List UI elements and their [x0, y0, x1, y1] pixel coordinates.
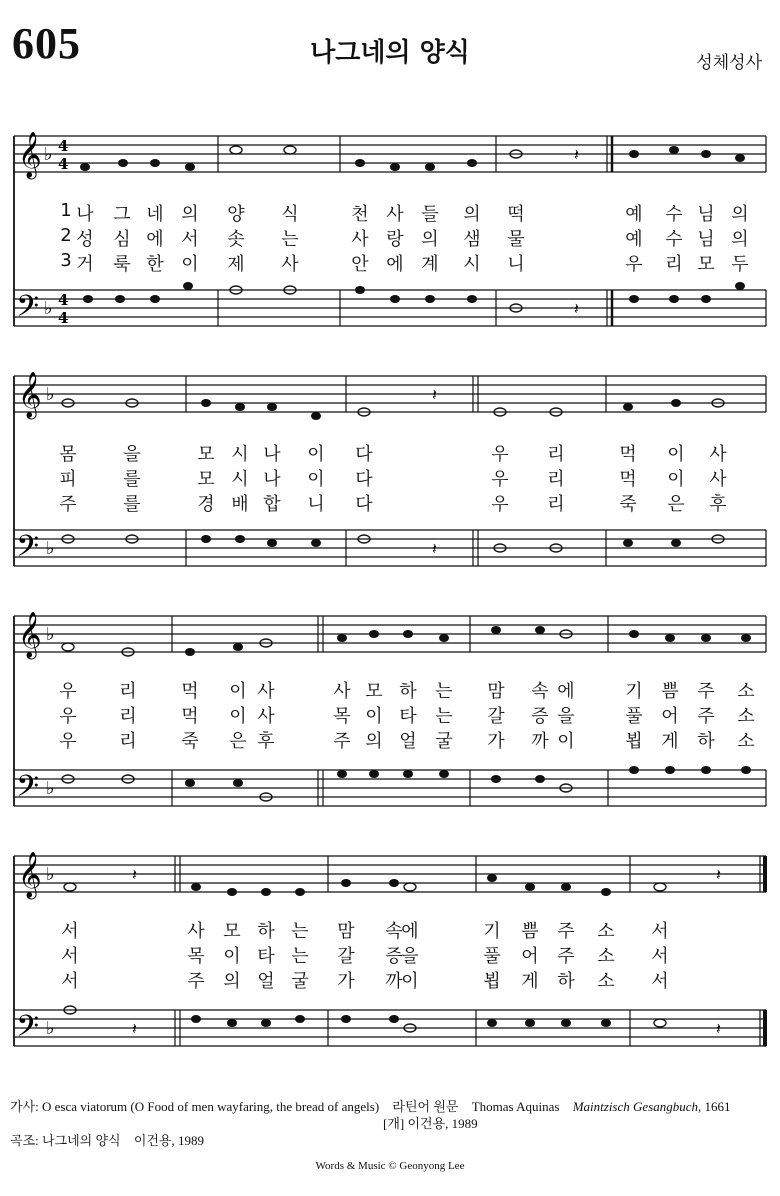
lyric-syllable: 맘 [487, 681, 505, 702]
lyric-verse-line [0, 677, 780, 701]
lyric-syllable: 합 [263, 494, 281, 515]
lyric-syllable: 사 [281, 254, 299, 275]
lyric-syllable: 리 [665, 254, 683, 275]
lyric-syllable: 우 [491, 444, 509, 465]
lyric-syllable: 양 [227, 204, 245, 225]
lyric-syllable: 샘 [463, 229, 481, 250]
lyric-syllable: 먹 [181, 681, 199, 702]
lyric-syllable: 가 [487, 731, 505, 752]
lyric-syllable: 모 [223, 921, 241, 942]
lyric-syllable: 식 [281, 204, 299, 225]
lyric-syllable: 심 [113, 229, 131, 250]
lyric-syllable: 먹 [181, 706, 199, 727]
lyric-syllable: 는 [291, 946, 309, 967]
lyric-syllable: 게 [661, 731, 679, 752]
lyric-syllable: 이 [667, 469, 685, 490]
lyric-syllable: 시 [463, 254, 481, 275]
lyric-syllable: 다 [355, 444, 373, 465]
svg-text:4: 4 [58, 137, 69, 155]
lyric-syllable: 니 [307, 494, 325, 515]
lyric-syllable: 거 [76, 254, 94, 275]
svg-text:♭: ♭ [46, 624, 55, 645]
lyric-syllable: 주 [697, 706, 715, 727]
lyric-syllable: 예 [625, 229, 643, 250]
svg-text:𝄽: 𝄽 [716, 865, 721, 884]
lyrics-author: Thomas Aquinas [471, 1099, 560, 1114]
lyric-verse-line [0, 727, 780, 751]
svg-text:♭: ♭ [46, 384, 55, 405]
lyric-syllable: 죽 [619, 494, 637, 515]
music-year: , 1661 [698, 1099, 731, 1114]
lyric-syllable: 이 [365, 706, 383, 727]
lyric-syllable: 우 [491, 494, 509, 515]
lyric-syllable: 기 [483, 921, 501, 942]
lyric-syllable: 서 [61, 971, 79, 992]
svg-text:𝄞: 𝄞 [18, 612, 42, 658]
lyric-syllable: 소 [737, 731, 755, 752]
lyric-syllable: 주 [557, 946, 575, 967]
lyric-syllable: 사 [257, 706, 275, 727]
lyric-syllable: 사 [351, 229, 369, 250]
lyric-syllable: 리 [119, 681, 137, 702]
lyric-verse-line [0, 225, 780, 249]
lyric-syllable: 어 [661, 706, 679, 727]
svg-text:𝄽: 𝄽 [132, 1019, 137, 1038]
lyric-syllable: 목 [187, 946, 205, 967]
lyric-syllable: 랑 [386, 229, 404, 250]
lyric-syllable: 그 [113, 204, 131, 225]
lyric-syllable: 의 [181, 204, 199, 225]
credits-translation: [개] 이건용, 1989 [383, 1116, 478, 1131]
lyric-syllable: 의 [731, 204, 749, 225]
svg-text:𝄽: 𝄽 [132, 865, 137, 884]
lyric-syllable: 기 [625, 681, 643, 702]
lyrics-origin: 라틴어 원문 [392, 1099, 459, 1114]
lyric-syllable: 은 [667, 494, 685, 515]
lyric-syllable: 우 [59, 706, 77, 727]
lyric-syllable: 나 [263, 444, 281, 465]
lyric-syllable: 에 [386, 254, 404, 275]
svg-text:𝄢: 𝄢 [16, 770, 40, 811]
lyric-syllable: 를 [123, 494, 141, 515]
lyric-syllable: 리 [547, 469, 565, 490]
lyric-syllable: 수 [665, 204, 683, 225]
lyric-syllable: 소 [597, 921, 615, 942]
lyric-syllable: 이 [401, 971, 419, 992]
lyric-syllable: 우 [59, 731, 77, 752]
svg-text:♭: ♭ [46, 1018, 55, 1039]
lyric-syllable: 서 [61, 921, 79, 942]
lyric-syllable: 수 [665, 229, 683, 250]
lyric-syllable: 님 [697, 204, 715, 225]
lyric-syllable: 모 [197, 469, 215, 490]
lyric-syllable: 얼 [257, 971, 275, 992]
lyric-syllable: 굴 [435, 731, 453, 752]
lyric-syllable: 까 [385, 971, 403, 992]
lyric-syllable: 서 [651, 971, 669, 992]
lyric-syllable: 몸 [59, 444, 77, 465]
svg-text:𝄢: 𝄢 [16, 290, 40, 331]
lyric-syllable: 사 [709, 444, 727, 465]
lyric-syllable: 안 [351, 254, 369, 275]
lyric-syllable: 의 [223, 971, 241, 992]
lyric-syllable: 타 [257, 946, 275, 967]
lyric-syllable: 죽 [181, 731, 199, 752]
lyric-syllable: 소 [737, 681, 755, 702]
lyric-syllable: 먹 [619, 444, 637, 465]
lyric-syllable: 에 [146, 229, 164, 250]
lyric-syllable: 이 [181, 254, 199, 275]
lyric-syllable: 갈 [487, 706, 505, 727]
lyric-syllable: 2 [60, 225, 72, 246]
lyric-syllable: 하 [257, 921, 275, 942]
lyric-syllable: 소 [597, 946, 615, 967]
lyric-syllable: 사 [386, 204, 404, 225]
svg-text:4: 4 [58, 155, 69, 173]
lyric-syllable: 소 [597, 971, 615, 992]
lyric-syllable: 리 [119, 731, 137, 752]
lyric-syllable: 니 [507, 254, 525, 275]
lyric-syllable: 경 [197, 494, 215, 515]
lyric-syllable: 주 [557, 921, 575, 942]
lyric-syllable: 뵙 [625, 731, 643, 752]
lyric-syllable: 이 [223, 946, 241, 967]
lyric-syllable: 속 [385, 921, 403, 942]
svg-text:4: 4 [58, 291, 69, 309]
lyric-syllable: 성 [76, 229, 94, 250]
lyric-syllable: 나 [76, 204, 94, 225]
lyric-syllable: 예 [625, 204, 643, 225]
svg-text:𝄞: 𝄞 [18, 372, 42, 418]
lyric-syllable: 이 [307, 469, 325, 490]
lyric-syllable: 님 [697, 229, 715, 250]
lyric-verse-line [0, 490, 780, 514]
lyric-syllable: 주 [333, 731, 351, 752]
lyric-verse-line [0, 465, 780, 489]
lyric-syllable: 서 [61, 946, 79, 967]
lyric-syllable: 까 [531, 731, 549, 752]
lyric-syllable: 모 [697, 254, 715, 275]
lyric-syllable: 풀 [483, 946, 501, 967]
svg-text:𝄞: 𝄞 [18, 132, 42, 178]
svg-text:𝄢: 𝄢 [16, 1010, 40, 1051]
lyric-syllable: 증 [385, 946, 403, 967]
lyric-syllable: 네 [146, 204, 164, 225]
lyric-syllable: 배 [231, 494, 249, 515]
lyric-syllable: 주 [187, 971, 205, 992]
music-source: Maintzisch Gesangbuch [572, 1099, 698, 1114]
lyric-verse-line [0, 702, 780, 726]
lyric-syllable: 소 [737, 706, 755, 727]
lyric-syllable: 피 [59, 469, 77, 490]
lyric-syllable: 증 [531, 706, 549, 727]
lyric-syllable: 3 [60, 250, 72, 271]
lyric-syllable: 후 [709, 494, 727, 515]
svg-text:♭: ♭ [46, 538, 55, 559]
lyric-syllable: 하 [697, 731, 715, 752]
lyric-syllable: 우 [59, 681, 77, 702]
lyric-syllable: 나 [263, 469, 281, 490]
lyric-syllable: 리 [547, 444, 565, 465]
lyric-syllable: 이 [307, 444, 325, 465]
lyric-syllable: 물 [507, 229, 525, 250]
lyric-syllable: 이 [667, 444, 685, 465]
svg-text:𝄽: 𝄽 [716, 1019, 721, 1038]
svg-text:♭: ♭ [44, 298, 53, 319]
lyric-syllable: 타 [399, 706, 417, 727]
lyric-syllable: 사 [709, 469, 727, 490]
lyric-syllable: 시 [231, 469, 249, 490]
lyric-syllable: 솟 [227, 229, 245, 250]
svg-text:♭: ♭ [46, 778, 55, 799]
lyric-syllable: 에 [557, 681, 575, 702]
lyric-syllable: 을 [557, 706, 575, 727]
svg-text:4: 4 [58, 309, 69, 327]
svg-text:♭: ♭ [44, 144, 53, 165]
lyric-syllable: 서 [651, 921, 669, 942]
lyric-syllable: 의 [421, 229, 439, 250]
lyric-syllable: 게 [521, 971, 539, 992]
lyric-syllable: 풀 [625, 706, 643, 727]
hymn-number: 605 [12, 19, 81, 68]
tune-author: 이건용, 1989 [133, 1133, 205, 1148]
lyric-syllable: 두 [731, 254, 749, 275]
lyrics-source: 가사: O esca viatorum (O Food of men wayfaring, the bread of angels) [10, 1099, 380, 1114]
svg-text:𝄽: 𝄽 [432, 385, 437, 404]
lyric-syllable: 한 [146, 254, 164, 275]
hymn-category: 성체성사 [696, 53, 762, 73]
svg-text:♭: ♭ [46, 864, 55, 885]
lyric-syllable: 의 [365, 731, 383, 752]
lyric-syllable: 서 [651, 946, 669, 967]
lyric-syllable: 쁨 [661, 681, 679, 702]
lyric-syllable: 하 [557, 971, 575, 992]
lyric-syllable: 는 [281, 229, 299, 250]
lyric-syllable: 사 [187, 921, 205, 942]
lyric-syllable: 서 [181, 229, 199, 250]
svg-text:𝄽: 𝄽 [574, 299, 579, 318]
lyric-syllable: 쁨 [521, 921, 539, 942]
lyric-syllable: 리 [119, 706, 137, 727]
lyric-syllable: 을 [401, 946, 419, 967]
lyric-syllable: 사 [257, 681, 275, 702]
svg-text:𝄞: 𝄞 [18, 852, 42, 898]
lyric-syllable: 는 [291, 921, 309, 942]
lyric-syllable: 들 [421, 204, 439, 225]
lyric-syllable: 얼 [399, 731, 417, 752]
lyric-syllable: 에 [401, 921, 419, 942]
lyric-syllable: 는 [435, 706, 453, 727]
lyric-syllable: 의 [731, 229, 749, 250]
lyric-syllable: 후 [257, 731, 275, 752]
lyric-syllable: 하 [399, 681, 417, 702]
lyric-syllable: 맘 [337, 921, 355, 942]
lyric-syllable: 사 [333, 681, 351, 702]
lyric-verse-line [0, 440, 780, 464]
svg-text:𝄽: 𝄽 [574, 145, 579, 164]
lyric-syllable: 우 [491, 469, 509, 490]
lyric-syllable: 속 [531, 681, 549, 702]
lyric-syllable: 먹 [619, 469, 637, 490]
lyric-syllable: 는 [435, 681, 453, 702]
lyric-verse-line [0, 200, 780, 224]
lyric-syllable: 우 [625, 254, 643, 275]
lyric-syllable: 의 [463, 204, 481, 225]
tune-name: 곡조: 나그네의 양식 [10, 1133, 121, 1148]
lyric-syllable: 모 [365, 681, 383, 702]
lyric-verse-line [0, 917, 780, 941]
lyric-syllable: 이 [229, 706, 247, 727]
lyric-syllable: 떡 [507, 204, 525, 225]
lyric-syllable: 은 [229, 731, 247, 752]
credits-tune-line [10, 1130, 204, 1149]
lyric-verse-line [0, 250, 780, 274]
lyric-syllable: 모 [197, 444, 215, 465]
svg-text:𝄢: 𝄢 [16, 530, 40, 571]
lyric-syllable: 시 [231, 444, 249, 465]
lyric-syllable: 를 [123, 469, 141, 490]
lyric-syllable: 계 [421, 254, 439, 275]
lyric-syllable: 천 [351, 204, 369, 225]
lyric-syllable: 가 [337, 971, 355, 992]
lyric-syllable: 굴 [291, 971, 309, 992]
lyric-syllable: 주 [697, 681, 715, 702]
lyric-syllable: 을 [123, 444, 141, 465]
lyric-syllable: 제 [227, 254, 245, 275]
lyric-syllable: 룩 [113, 254, 131, 275]
lyric-syllable: 갈 [337, 946, 355, 967]
lyric-syllable: 1 [60, 200, 72, 221]
lyric-syllable: 이 [229, 681, 247, 702]
hymn-title: 나그네의 양식 [310, 38, 470, 68]
lyric-syllable: 이 [557, 731, 575, 752]
lyric-syllable: 다 [355, 494, 373, 515]
lyric-syllable: 뵙 [483, 971, 501, 992]
lyric-verse-line [0, 942, 780, 966]
lyric-syllable: 주 [59, 494, 77, 515]
svg-text:𝄽: 𝄽 [432, 539, 437, 558]
lyric-syllable: 목 [333, 706, 351, 727]
lyric-syllable: 다 [355, 469, 373, 490]
lyric-syllable: 어 [521, 946, 539, 967]
copyright: Words & Music © Geonyong Lee [315, 1160, 465, 1172]
lyric-syllable: 리 [547, 494, 565, 515]
lyric-verse-line [0, 967, 780, 991]
